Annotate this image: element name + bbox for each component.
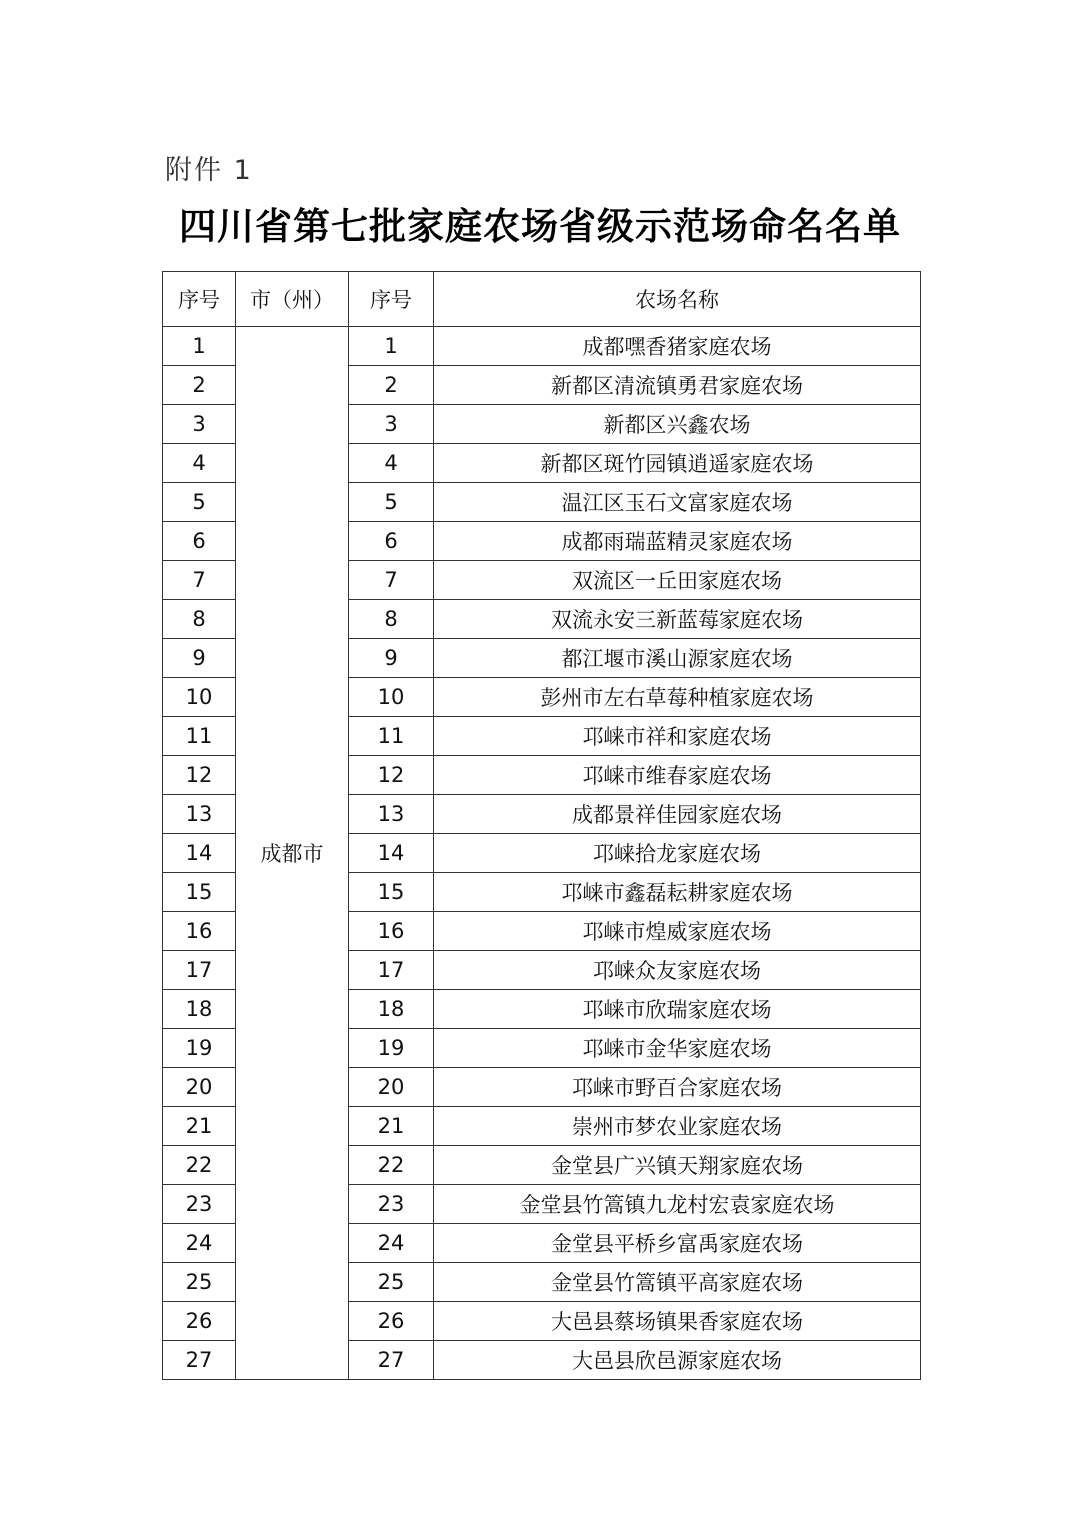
sub-serial-no-cell: 13 — [349, 795, 434, 834]
serial-no-cell: 8 — [163, 600, 236, 639]
sub-serial-no-cell: 6 — [349, 522, 434, 561]
serial-no-cell: 7 — [163, 561, 236, 600]
farm-name-cell: 金堂县竹篙镇平高家庭农场 — [434, 1263, 921, 1302]
serial-no-cell: 17 — [163, 951, 236, 990]
sub-serial-no-cell: 4 — [349, 444, 434, 483]
farm-name-cell: 彭州市左右草莓种植家庭农场 — [434, 678, 921, 717]
serial-no-cell: 12 — [163, 756, 236, 795]
serial-no-cell: 27 — [163, 1341, 236, 1380]
serial-no-cell: 4 — [163, 444, 236, 483]
farm-name-cell: 双流区一丘田家庭农场 — [434, 561, 921, 600]
sub-serial-no-cell: 26 — [349, 1302, 434, 1341]
farm-name-cell: 新都区斑竹园镇逍遥家庭农场 — [434, 444, 921, 483]
serial-no-cell: 1 — [163, 327, 236, 366]
city-cell: 成都市 — [236, 327, 349, 1380]
sub-serial-no-cell: 16 — [349, 912, 434, 951]
farm-name-cell: 大邑县欣邑源家庭农场 — [434, 1341, 921, 1380]
farm-name-cell: 邛崃市欣瑞家庭农场 — [434, 990, 921, 1029]
header-serial-no: 序号 — [163, 272, 236, 327]
farm-name-cell: 金堂县平桥乡富禹家庭农场 — [434, 1224, 921, 1263]
farm-name-cell: 邛崃市野百合家庭农场 — [434, 1068, 921, 1107]
table-row — [163, 327, 921, 366]
header-farm-name: 农场名称 — [434, 272, 921, 327]
farm-name-cell: 成都嘿香猪家庭农场 — [434, 327, 921, 366]
serial-no-cell: 3 — [163, 405, 236, 444]
sub-serial-no-cell: 25 — [349, 1263, 434, 1302]
serial-no-cell: 21 — [163, 1107, 236, 1146]
sub-serial-no-cell: 20 — [349, 1068, 434, 1107]
farm-name-cell: 成都雨瑞蓝精灵家庭农场 — [434, 522, 921, 561]
farm-name-cell: 双流永安三新蓝莓家庭农场 — [434, 600, 921, 639]
header-sub-serial-no: 序号 — [349, 272, 434, 327]
sub-serial-no-cell: 18 — [349, 990, 434, 1029]
serial-no-cell: 13 — [163, 795, 236, 834]
farm-name-cell: 邛崃拾龙家庭农场 — [434, 834, 921, 873]
sub-serial-no-cell: 2 — [349, 366, 434, 405]
serial-no-cell: 11 — [163, 717, 236, 756]
sub-serial-no-cell: 23 — [349, 1185, 434, 1224]
farm-name-cell: 邛崃市鑫磊耘耕家庭农场 — [434, 873, 921, 912]
header-city: 市（州） — [236, 272, 349, 327]
sub-serial-no-cell: 14 — [349, 834, 434, 873]
sub-serial-no-cell: 7 — [349, 561, 434, 600]
sub-serial-no-cell: 17 — [349, 951, 434, 990]
table-body — [163, 327, 921, 1380]
farm-name-cell: 邛崃市煌威家庭农场 — [434, 912, 921, 951]
serial-no-cell: 24 — [163, 1224, 236, 1263]
farm-name-cell: 邛崃市金华家庭农场 — [434, 1029, 921, 1068]
farm-list-table — [162, 271, 921, 1380]
sub-serial-no-cell: 8 — [349, 600, 434, 639]
table-header-row — [163, 272, 921, 327]
sub-serial-no-cell: 27 — [349, 1341, 434, 1380]
farm-name-cell: 金堂县广兴镇天翔家庭农场 — [434, 1146, 921, 1185]
serial-no-cell: 18 — [163, 990, 236, 1029]
sub-serial-no-cell: 12 — [349, 756, 434, 795]
farm-name-cell: 新都区清流镇勇君家庭农场 — [434, 366, 921, 405]
sub-serial-no-cell: 1 — [349, 327, 434, 366]
document-title: 四川省第七批家庭农场省级示范场命名名单 — [179, 205, 901, 248]
serial-no-cell: 15 — [163, 873, 236, 912]
sub-serial-no-cell: 10 — [349, 678, 434, 717]
serial-no-cell: 16 — [163, 912, 236, 951]
sub-serial-no-cell: 9 — [349, 639, 434, 678]
sub-serial-no-cell: 15 — [349, 873, 434, 912]
serial-no-cell: 20 — [163, 1068, 236, 1107]
serial-no-cell: 10 — [163, 678, 236, 717]
serial-no-cell: 14 — [163, 834, 236, 873]
sub-serial-no-cell: 19 — [349, 1029, 434, 1068]
farm-name-cell: 成都景祥佳园家庭农场 — [434, 795, 921, 834]
farm-name-cell: 邛崃众友家庭农场 — [434, 951, 921, 990]
serial-no-cell: 2 — [163, 366, 236, 405]
serial-no-cell: 22 — [163, 1146, 236, 1185]
sub-serial-no-cell: 3 — [349, 405, 434, 444]
farm-name-cell: 邛崃市祥和家庭农场 — [434, 717, 921, 756]
farm-name-cell: 金堂县竹篙镇九龙村宏袁家庭农场 — [434, 1185, 921, 1224]
farm-name-cell: 崇州市梦农业家庭农场 — [434, 1107, 921, 1146]
farm-name-cell: 温江区玉石文富家庭农场 — [434, 483, 921, 522]
serial-no-cell: 6 — [163, 522, 236, 561]
farm-name-cell: 新都区兴鑫农场 — [434, 405, 921, 444]
serial-no-cell: 5 — [163, 483, 236, 522]
farm-name-cell: 都江堰市溪山源家庭农场 — [434, 639, 921, 678]
sub-serial-no-cell: 11 — [349, 717, 434, 756]
serial-no-cell: 26 — [163, 1302, 236, 1341]
serial-no-cell: 9 — [163, 639, 236, 678]
serial-no-cell: 19 — [163, 1029, 236, 1068]
farm-name-cell: 大邑县蔡场镇果香家庭农场 — [434, 1302, 921, 1341]
serial-no-cell: 25 — [163, 1263, 236, 1302]
sub-serial-no-cell: 21 — [349, 1107, 434, 1146]
attachment-label: 附件 1 — [165, 155, 253, 186]
sub-serial-no-cell: 24 — [349, 1224, 434, 1263]
sub-serial-no-cell: 22 — [349, 1146, 434, 1185]
sub-serial-no-cell: 5 — [349, 483, 434, 522]
serial-no-cell: 23 — [163, 1185, 236, 1224]
farm-name-cell: 邛崃市维春家庭农场 — [434, 756, 921, 795]
